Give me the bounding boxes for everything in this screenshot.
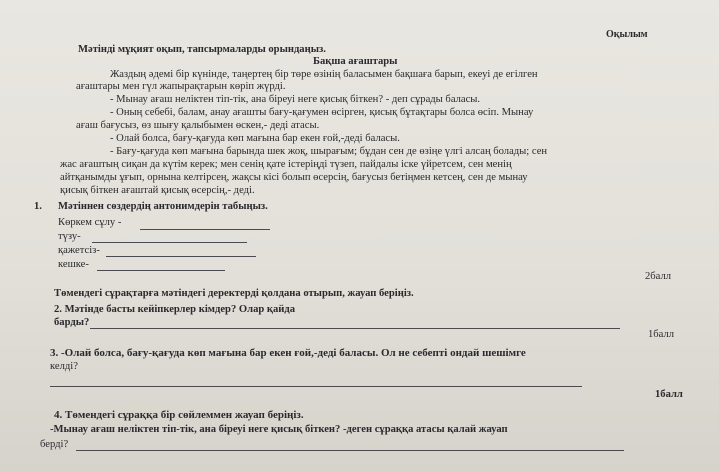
- question-3-text: келді?: [50, 361, 78, 372]
- paragraph-line: ағаштары мен гүл жапырақтарын көріп жүрді.: [76, 81, 286, 92]
- question-2-text: 2. Мәтінде басты кейіпкерлер кімдер? Олар қайда: [54, 304, 296, 315]
- question-4-text: -Мынау ағаш неліктен тіп-тік, ана біреуі неге қисық біткен? -деген сұраққа атасы қалай жауап: [50, 424, 508, 435]
- antonym-prompt: Көркем сұлу -: [58, 217, 122, 228]
- paragraph-line: Жаздың әдемі бір күнінде, таңертең бір төре өзінің баласымен бақшаға барып, екеуі де егілген: [110, 69, 538, 80]
- paragraph-line: - Олай болса, бағу-қағуда көп мағына бар екен ғой,-деді баласы.: [110, 133, 400, 144]
- paragraph-line: қисық біткен ағаштай қисық өсерсің,- деді.: [60, 185, 255, 196]
- question-4-header: 4. Төмендегі сұраққа бір сөйлеммен жауап беріңіз.: [54, 409, 304, 421]
- score-label: 1балл: [648, 329, 675, 340]
- answer-line[interactable]: [97, 270, 225, 271]
- answer-line[interactable]: [106, 256, 256, 257]
- score-label: 1балл: [655, 389, 683, 400]
- paragraph-line: - Оның себебі, балам, анау ағашты бағу-қағумен өсірген, қисық бұтақтары болса өсіп. Мынау: [110, 107, 534, 118]
- question-1-text: Мәтіннен сөздердің антонимдерін табыңыз.: [58, 201, 268, 212]
- section-label: Оқылым: [606, 29, 648, 40]
- text-title: Бақша ағаштары: [313, 56, 398, 67]
- antonym-prompt: түзу-: [58, 231, 81, 242]
- score-label: 2балл: [645, 271, 672, 282]
- answer-line[interactable]: [50, 386, 582, 387]
- question-3-text: 3. -Олай болса, бағу-қағуда көп мағына бар екен ғой,-деді баласы. Ол не себепті ондай шешімге: [50, 347, 526, 359]
- answer-line[interactable]: [90, 328, 620, 329]
- question-4-text: берді?: [40, 439, 69, 450]
- paragraph-line: - Бағу-қағуда көп мағына барында шек жоқ, шырағым; бұдан сен де өзіңе үлгі алсаң болады; сен: [110, 146, 548, 157]
- answer-line[interactable]: [140, 229, 270, 230]
- task-instruction: Мәтінді мұқият оқып, тапсырмаларды орындаңыз.: [78, 44, 326, 55]
- answer-line[interactable]: [76, 450, 624, 451]
- paragraph-line: ағаш бағусыз, өз шығу қалыбымен өскен,- деді атасы.: [76, 120, 320, 131]
- paragraph-line: жас ағаштың сиқан да күтім керек; мен сенің қате істеріңді түзеп, пайдалы іске үйретсем, сен менің: [60, 159, 512, 170]
- instruction-text: Төмендегі сұрақтарға мәтіндегі деректерді қолдана отырып, жауап беріңіз.: [54, 288, 414, 299]
- question-2-text: барды?: [54, 317, 90, 328]
- antonym-prompt: қажетсіз-: [58, 245, 100, 256]
- question-1-number: 1.: [34, 201, 42, 212]
- answer-line[interactable]: [92, 242, 247, 243]
- antonym-prompt: кешке-: [58, 259, 89, 270]
- paragraph-line: айтқанымды ұғып, орнына келтірсең, жақсы кісі болып өсерсің, бағусыз бетіңмен кетсең, сен де мынау: [60, 172, 528, 183]
- paragraph-line: - Мынау ағаш неліктен тіп-тік, ана біреуі неге қисық біткен? - деп сұрады баласы.: [110, 94, 481, 105]
